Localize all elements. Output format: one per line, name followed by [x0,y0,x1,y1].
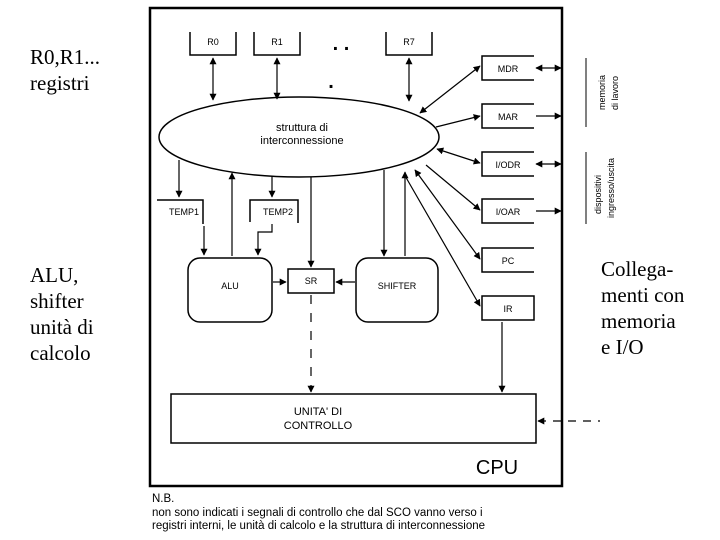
alu-label: ALU [221,281,239,291]
register-mdr-label: MDR [497,64,519,74]
control-unit [171,394,536,443]
register-ioar [482,199,534,223]
bus-mdr-link [420,66,480,113]
register-ellipsis-dot: . [328,71,334,93]
register-iodr [482,152,534,176]
register-r0-label: R0 [207,37,219,47]
devices-tag-line2: ingresso/uscita [606,157,616,218]
register-iodr-label: I/ODR [495,160,521,170]
footnote-line: non sono indicati i segnali di controllo che dal SCO vanno verso i [152,506,483,519]
register-pc [482,248,534,272]
register-ellipsis: . . [332,33,350,55]
calc-units-caption-line: calcolo [30,341,91,365]
bus-iodr-link [437,149,480,163]
memory-tag-line2: di lavoro [610,75,620,110]
sr-label: SR [304,276,318,286]
register-temp2 [250,200,298,223]
connections-caption-line: menti con [601,283,685,307]
register-temp2-label: TEMP2 [262,207,294,217]
bus-label-line2: interconnessione [260,135,344,147]
register-r1 [254,32,300,55]
register-temp1-label: TEMP1 [168,207,200,217]
cpu-label: CPU [475,457,519,479]
connections-caption-line: memoria [601,309,676,333]
register-mar [482,104,534,128]
register-temp1 [157,200,203,224]
bus-ioar-link [426,165,480,210]
register-ioar-label: I/OAR [495,207,521,217]
register-mdr [482,56,534,80]
control-unit-label-line2: CONTROLLO [283,420,353,432]
register-r0 [190,32,236,55]
calc-units-caption-line: unità di [30,315,94,339]
register-mar-label: MAR [498,112,518,122]
control-unit-label-line1: UNITA' DI [293,406,343,418]
memory-tag-line1: memoria [597,74,607,110]
connections-caption-line: e I/O [601,335,644,359]
registers-caption-line: registri [30,71,90,95]
footnote [152,493,582,534]
calc-units-caption-line: ALU, [30,263,79,287]
bus-label-line1: struttura di [276,122,328,134]
register-r7 [386,32,432,55]
bus-mar-link [436,116,480,127]
register-ir-label: IR [503,304,513,314]
calc-units-caption-line: shifter [30,289,84,313]
connections-caption-line: Collega- [601,257,674,281]
footnote-line: N.B. [152,493,175,505]
register-r7-label: R7 [403,37,415,47]
register-r1-label: R1 [271,37,283,47]
shifter-label: SHIFTER [377,281,417,291]
temp2-alu-link [258,224,272,255]
devices-tag-line1: dispositivi [593,174,603,214]
footnote-line: registri interni, le unità di calcolo e la struttura di interconnessione [152,520,486,532]
registers-caption-line: R0,R1... [30,45,101,69]
register-pc-label: PC [501,256,515,266]
